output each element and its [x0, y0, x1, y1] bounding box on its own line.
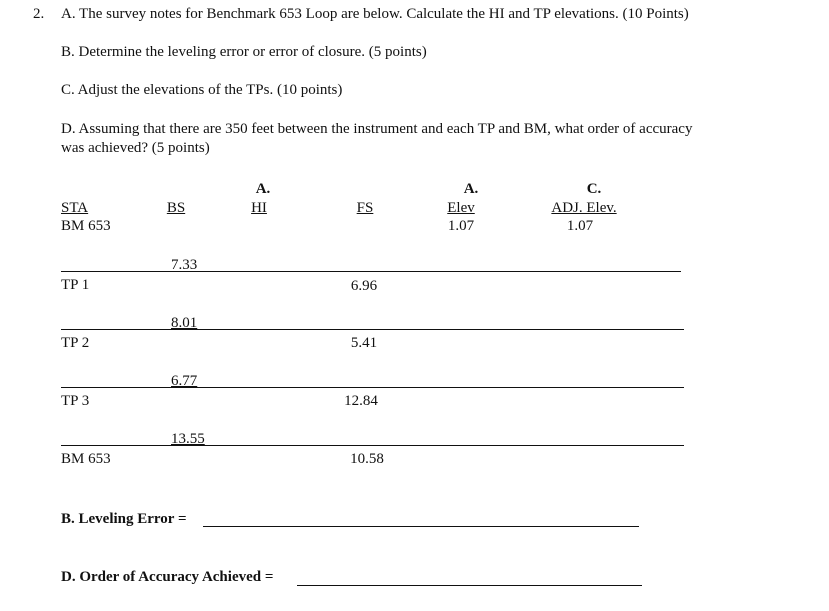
station-label: TP 2	[61, 335, 90, 351]
question-number: 2.	[33, 6, 45, 22]
header-sta: STA	[61, 200, 89, 216]
backsight-value: 6.77	[171, 373, 198, 389]
hi-part-label: A.	[255, 181, 271, 197]
foresight-value: 6.96	[350, 278, 378, 294]
adj-part-label: C.	[586, 181, 602, 197]
station-label: TP 3	[61, 393, 90, 409]
start-adjusted-elevation: 1.07	[566, 218, 594, 234]
start-station: BM 653	[61, 218, 111, 234]
part-d-text-line1: D. Assuming that there are 350 feet between the instrument and each TP and BM, what order of accuracy	[61, 121, 693, 137]
leveling-error-label: B. Leveling Error =	[61, 511, 187, 527]
part-a-text: A. The survey notes for Benchmark 653 Loop are below. Calculate the HI and TP elevations. (10 Points)	[61, 6, 689, 22]
backsight-value: 7.33	[171, 257, 198, 273]
foresight-value: 12.84	[344, 393, 378, 409]
header-fs: FS	[356, 200, 374, 216]
row-divider	[61, 445, 684, 446]
leveling-error-answer-line[interactable]	[203, 526, 639, 527]
header-adj-elev: ADJ. Elev.	[551, 200, 617, 216]
backsight-value: 13.55	[171, 431, 205, 447]
row-divider	[61, 271, 681, 272]
order-of-accuracy-label: D. Order of Accuracy Achieved =	[61, 569, 274, 585]
foresight-value: 10.58	[350, 451, 384, 467]
part-c-text: C. Adjust the elevations of the TPs. (10 points)	[61, 82, 343, 98]
elev-part-label: A.	[463, 181, 479, 197]
row-divider	[61, 387, 684, 388]
foresight-value: 5.41	[350, 335, 378, 351]
header-bs: BS	[166, 200, 186, 216]
station-label: BM 653	[61, 451, 111, 467]
backsight-value: 8.01	[171, 315, 198, 331]
station-label: TP 1	[61, 277, 90, 293]
order-of-accuracy-answer-line[interactable]	[297, 585, 642, 586]
header-hi: HI	[251, 200, 267, 216]
start-elevation: 1.07	[447, 218, 475, 234]
part-d-text-line2: was achieved? (5 points)	[61, 140, 210, 156]
header-elev: Elev	[447, 200, 475, 216]
part-b-text: B. Determine the leveling error or error of closure. (5 points)	[61, 44, 427, 60]
row-divider	[61, 329, 684, 330]
